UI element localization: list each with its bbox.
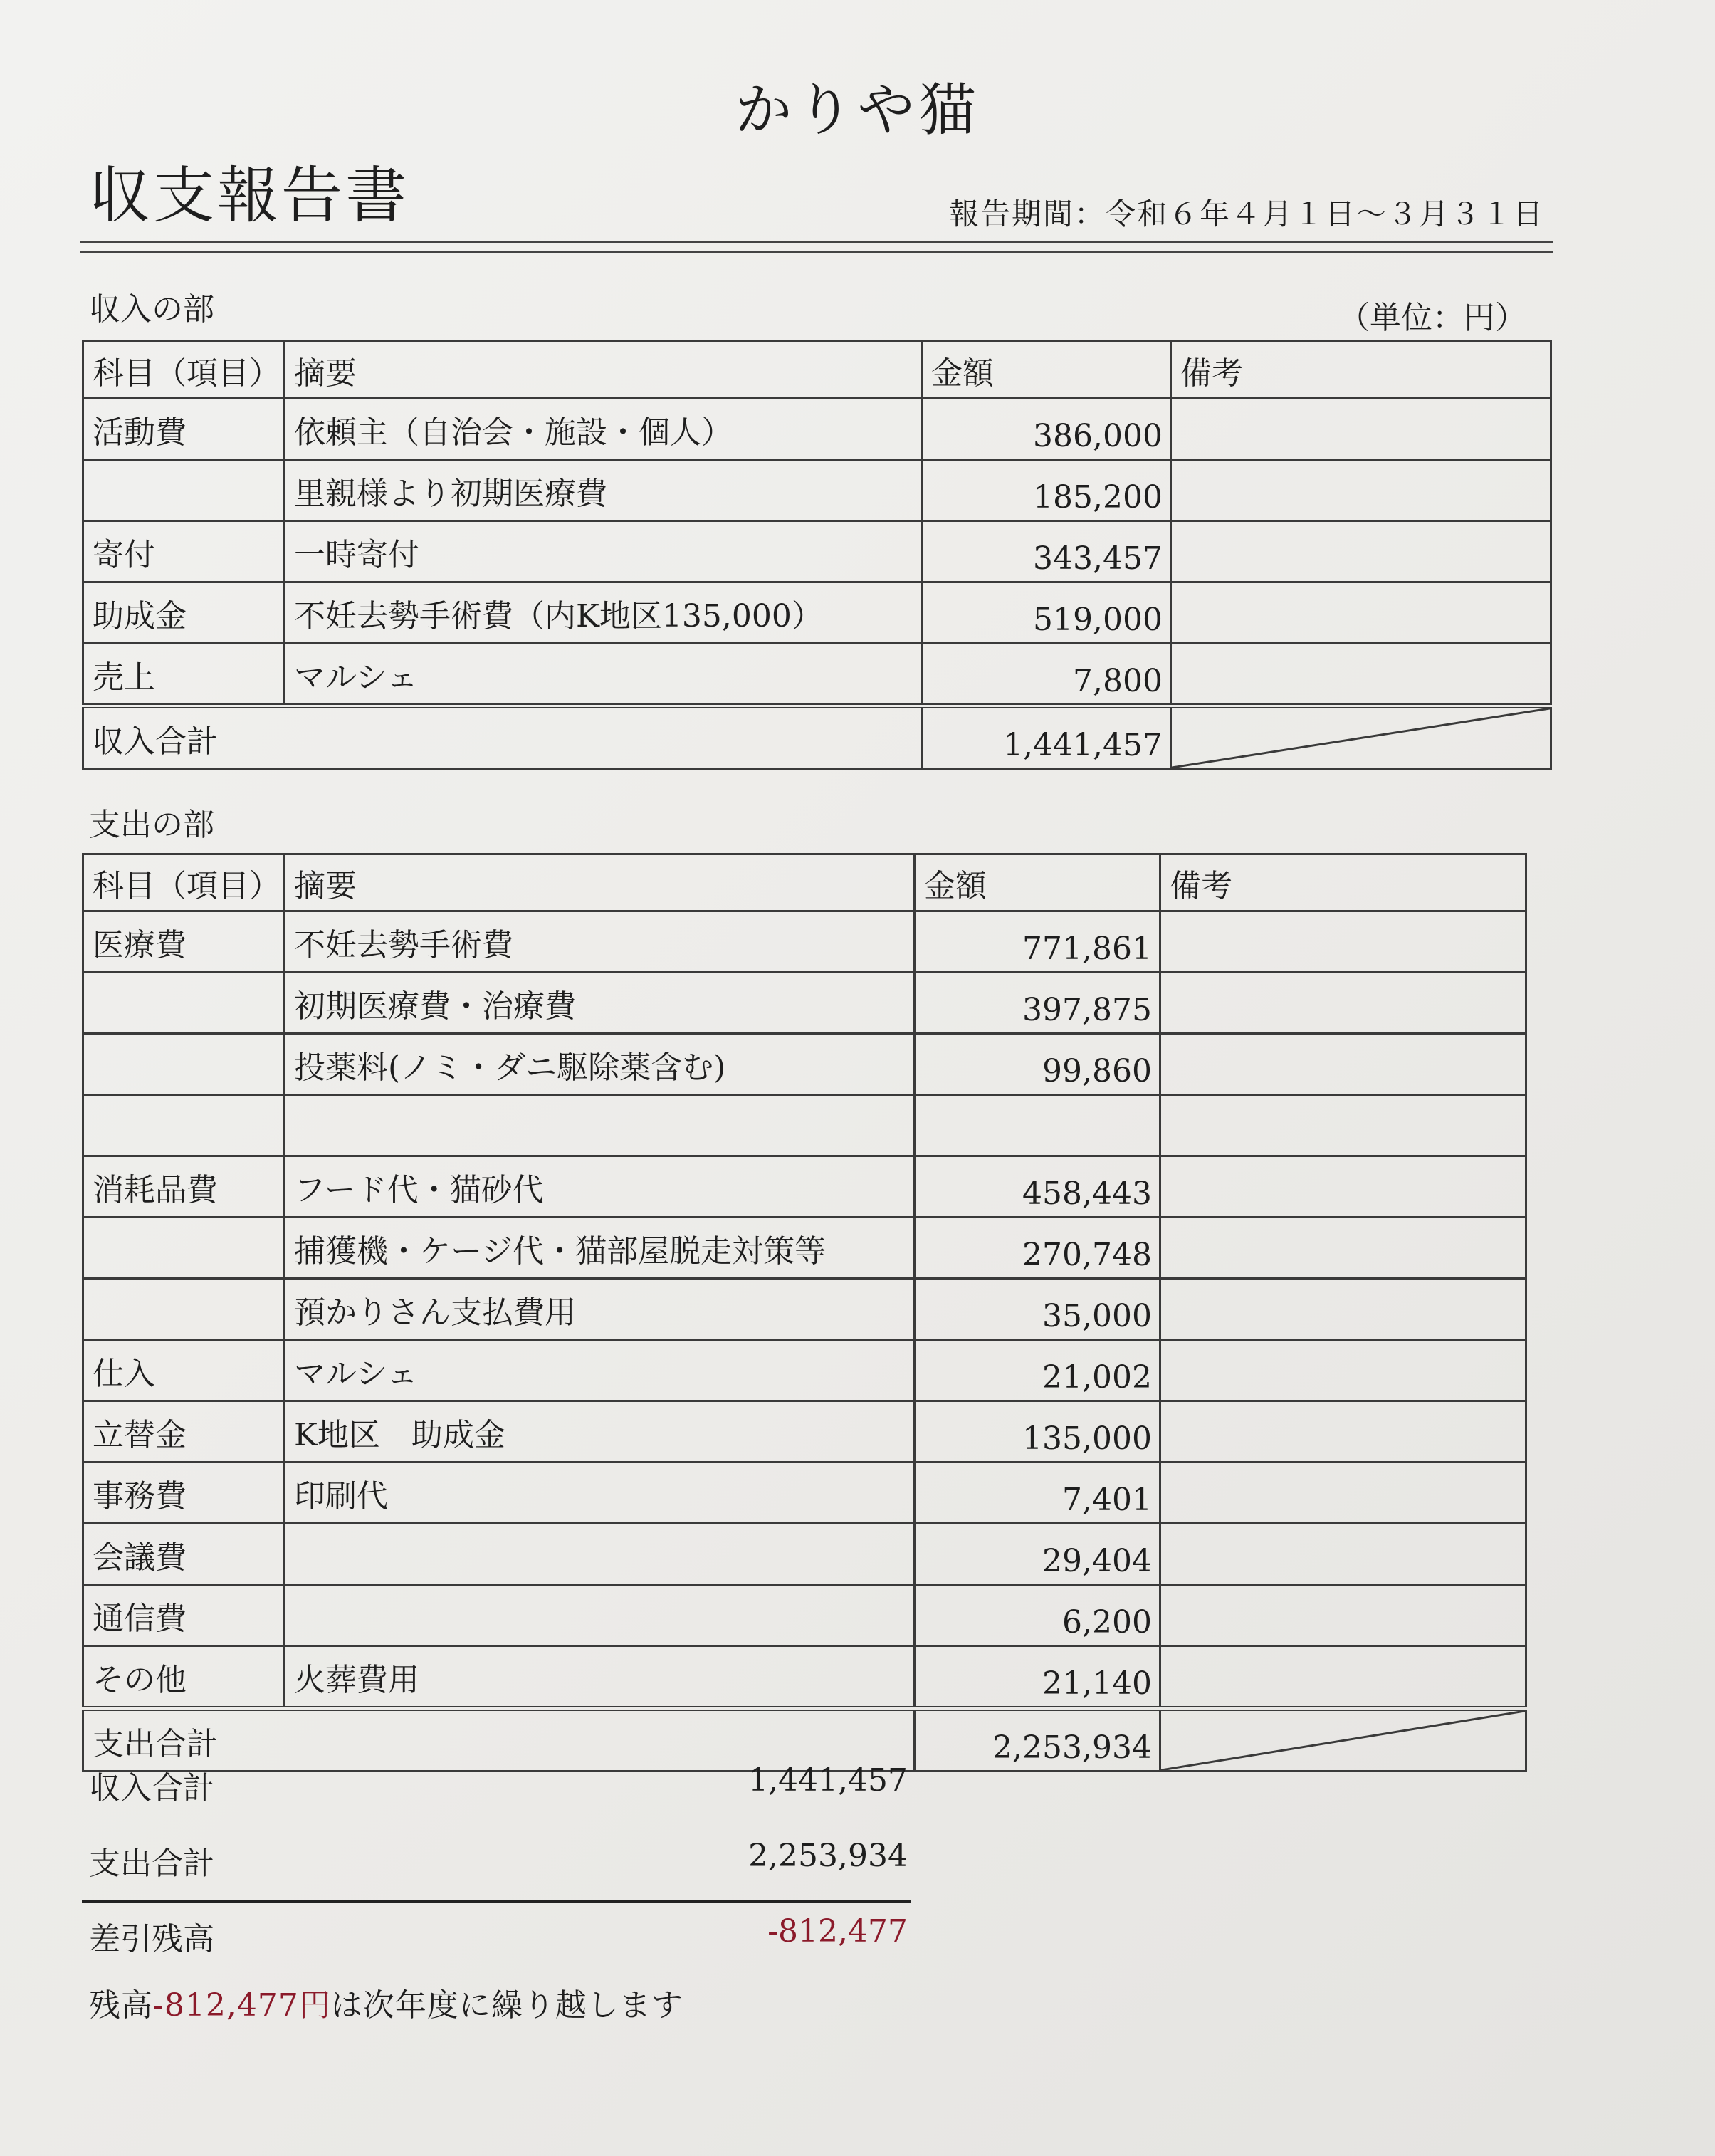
total-label: 収入合計	[83, 706, 922, 769]
row-category: 助成金	[83, 582, 285, 644]
expense-section-label: 支出の部	[89, 807, 214, 843]
column-header-category: 科目（項目）	[83, 854, 285, 911]
table-row	[83, 1585, 1526, 1646]
row-remarks	[1171, 582, 1551, 644]
row-category: 売上	[83, 644, 285, 706]
diagonal-slash	[1161, 1711, 1525, 1770]
table-header-row	[83, 854, 1526, 911]
column-header-amount: 金額	[915, 854, 1160, 911]
row-amount: 35,000	[915, 1279, 1160, 1340]
row-description: マルシェ	[285, 644, 922, 706]
row-amount: 185,200	[922, 460, 1171, 521]
row-remarks	[1160, 1462, 1526, 1524]
row-remarks	[1160, 973, 1526, 1034]
row-amount: 458,443	[915, 1156, 1160, 1218]
note-amount: -812,477円	[153, 1987, 331, 2024]
row-category	[83, 973, 285, 1034]
row-amount: 771,861	[915, 911, 1160, 973]
row-amount: 519,000	[922, 582, 1171, 644]
row-amount: 135,000	[915, 1401, 1160, 1462]
summary-income-value: 1,441,457	[748, 1762, 908, 1799]
row-category	[83, 1034, 285, 1095]
row-remarks	[1160, 1095, 1526, 1156]
row-description	[285, 1585, 915, 1646]
summary-income-row	[89, 1762, 908, 1805]
report-period: 報告期間：令和６年４月１日～３月３１日	[948, 197, 1544, 231]
table-row	[83, 644, 1551, 706]
row-remarks	[1160, 911, 1526, 973]
table-row	[83, 1095, 1526, 1156]
summary-expense-label: 支出合計	[89, 1846, 214, 1882]
row-description: 預かりさん支払費用	[285, 1279, 915, 1340]
table-row	[83, 1218, 1526, 1279]
row-remarks	[1171, 460, 1551, 521]
row-category: 医療費	[83, 911, 285, 973]
summary-income-label: 収入合計	[89, 1770, 214, 1806]
row-description: 不妊去勢手術費（内K地区135,000）	[285, 582, 922, 644]
note-suffix: は次年度に繰り越します	[330, 1987, 683, 2024]
row-description: 依頼主（自治会・施設・個人）	[285, 399, 922, 460]
table-row	[83, 1156, 1526, 1218]
table-row	[83, 1034, 1526, 1095]
row-description: 一時寄付	[285, 521, 922, 582]
row-description: K地区 助成金	[285, 1401, 915, 1462]
organization-name: かりや猫	[735, 77, 980, 143]
table-row	[83, 1340, 1526, 1401]
table-row	[83, 973, 1526, 1034]
report-title: 収支報告書	[89, 160, 409, 231]
row-amount: 29,404	[915, 1524, 1160, 1585]
row-description: 印刷代	[285, 1462, 915, 1524]
row-amount: 7,800	[922, 644, 1171, 706]
note-prefix: 残高	[89, 1987, 153, 2024]
table-total-row	[83, 706, 1551, 769]
column-header-amount: 金額	[922, 342, 1171, 399]
column-header-category: 科目（項目）	[83, 342, 285, 399]
diagonal-slash	[1172, 708, 1550, 768]
header-double-rule	[80, 241, 1553, 253]
total-amount: 1,441,457	[922, 706, 1171, 769]
row-amount: 270,748	[915, 1218, 1160, 1279]
row-category: 事務費	[83, 1462, 285, 1524]
row-category: 消耗品費	[83, 1156, 285, 1218]
row-description: マルシェ	[285, 1340, 915, 1401]
row-description: 投薬料(ノミ・ダニ駆除薬含む)	[285, 1034, 915, 1095]
row-description: 里親様より初期医療費	[285, 460, 922, 521]
income-section-label: 収入の部	[89, 291, 214, 328]
row-description: 不妊去勢手術費	[285, 911, 915, 973]
row-remarks	[1160, 1340, 1526, 1401]
row-amount: 386,000	[922, 399, 1171, 460]
expense-table-body	[83, 854, 1526, 1772]
row-amount: 21,140	[915, 1646, 1160, 1709]
row-amount: 21,002	[915, 1340, 1160, 1401]
row-remarks	[1160, 1646, 1526, 1709]
column-header-description: 摘要	[285, 342, 922, 399]
summary-expense-value: 2,253,934	[748, 1838, 908, 1874]
row-remarks	[1160, 1524, 1526, 1585]
row-remarks	[1160, 1156, 1526, 1218]
total-amount: 2,253,934	[915, 1709, 1160, 1772]
row-category: 立替金	[83, 1401, 285, 1462]
row-amount	[915, 1095, 1160, 1156]
row-remarks	[1160, 1401, 1526, 1462]
column-header-remarks: 備考	[1171, 342, 1551, 399]
row-description: 捕獲機・ケージ代・猫部屋脱走対策等	[285, 1218, 915, 1279]
row-amount: 7,401	[915, 1462, 1160, 1524]
total-remarks-slash	[1171, 706, 1551, 769]
table-row	[83, 399, 1551, 460]
table-row	[83, 1524, 1526, 1585]
column-header-description: 摘要	[285, 854, 915, 911]
total-remarks-slash	[1160, 1709, 1526, 1772]
row-category: 仕入	[83, 1340, 285, 1401]
row-amount: 6,200	[915, 1585, 1160, 1646]
row-remarks	[1171, 644, 1551, 706]
row-amount: 99,860	[915, 1034, 1160, 1095]
income-table	[82, 340, 1552, 770]
expense-table	[82, 853, 1527, 1772]
column-header-remarks: 備考	[1160, 854, 1526, 911]
row-remarks	[1160, 1279, 1526, 1340]
row-category	[83, 1218, 285, 1279]
row-category: 会議費	[83, 1524, 285, 1585]
row-remarks	[1160, 1218, 1526, 1279]
table-row	[83, 1279, 1526, 1340]
row-description: 初期医療費・治療費	[285, 973, 915, 1034]
table-row	[83, 582, 1551, 644]
row-description	[285, 1524, 915, 1585]
summary-balance-label: 差引残高	[89, 1921, 214, 1957]
summary-balance-row	[89, 1913, 908, 1956]
row-amount: 397,875	[915, 973, 1160, 1034]
row-remarks	[1171, 399, 1551, 460]
row-category	[83, 460, 285, 521]
summary-divider	[82, 1900, 911, 1903]
table-row	[83, 460, 1551, 521]
summary-expense-row	[89, 1838, 908, 1880]
row-remarks	[1160, 1034, 1526, 1095]
row-description	[285, 1095, 915, 1156]
row-description: 火葬費用	[285, 1646, 915, 1709]
row-remarks	[1171, 521, 1551, 582]
table-row	[83, 521, 1551, 582]
row-remarks	[1160, 1585, 1526, 1646]
carryover-note	[89, 1979, 683, 2025]
table-row	[83, 1401, 1526, 1462]
table-row	[83, 911, 1526, 973]
row-description: フード代・猫砂代	[285, 1156, 915, 1218]
row-category: 活動費	[83, 399, 285, 460]
table-row	[83, 1646, 1526, 1709]
row-category	[83, 1279, 285, 1340]
income-table-body	[83, 342, 1551, 769]
row-category: その他	[83, 1646, 285, 1709]
table-header-row	[83, 342, 1551, 399]
row-amount: 343,457	[922, 521, 1171, 582]
unit-note: （単位：円）	[1338, 300, 1526, 336]
table-row	[83, 1462, 1526, 1524]
summary-balance-value: -812,477	[767, 1913, 908, 1950]
total-label: 支出合計	[83, 1709, 915, 1772]
row-category	[83, 1095, 285, 1156]
row-category: 通信費	[83, 1585, 285, 1646]
row-category: 寄付	[83, 521, 285, 582]
